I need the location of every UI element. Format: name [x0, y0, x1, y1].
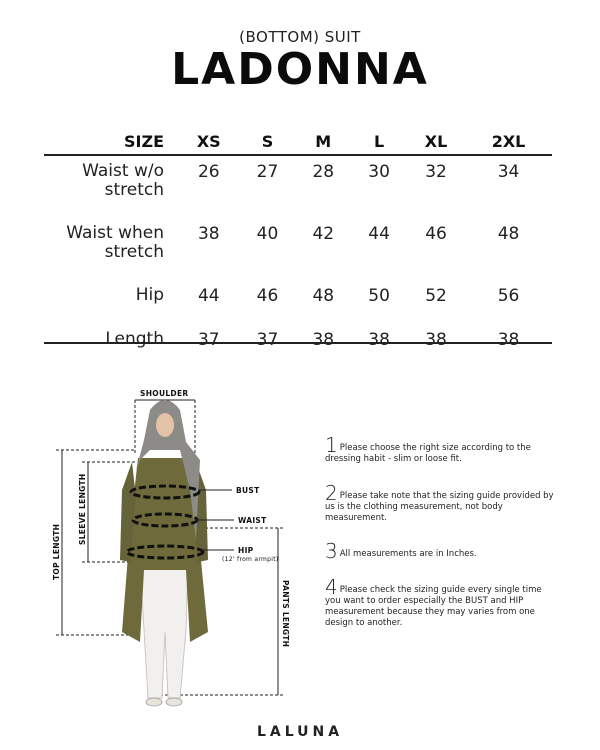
note-text: Please choose the right size according to the dressing habit - slim or loose fit.: [325, 443, 531, 464]
table-cell: 46: [256, 286, 279, 306]
table-cell: 38: [497, 330, 520, 350]
note-number: 1: [325, 433, 338, 457]
table-cell: 40: [256, 224, 279, 244]
row-label: [44, 155, 178, 218]
note-4: [325, 575, 555, 629]
pants-length-label: PANTS LENGTH: [281, 580, 290, 648]
note-text: Please check the sizing guide every single time you want to order especially the BUST and HIP measurement because they may varies from one design to another.: [325, 585, 542, 628]
row-label-line-2: stretch: [104, 180, 164, 200]
note-3: [325, 539, 555, 563]
top-length-label: TOP LENGTH: [52, 523, 61, 580]
table-cell: 42: [312, 224, 335, 244]
row-label-line-1: Waist when: [66, 223, 164, 243]
table-cell: 38: [197, 224, 220, 244]
size-m-header: M: [315, 131, 332, 151]
note-1: [325, 433, 555, 465]
table-cell: 56: [497, 286, 520, 306]
table-bottom-rule: [44, 342, 552, 344]
table-cell: 28: [312, 162, 335, 182]
table-cell: 44: [197, 286, 220, 306]
size-column-header: SIZE: [123, 131, 164, 151]
table-row-waist-stretch: [44, 218, 552, 280]
note-number: 2: [325, 481, 338, 505]
table-cell: 50: [368, 286, 390, 306]
table-row-length: [44, 324, 552, 382]
table-cell: 27: [256, 162, 279, 182]
measurement-figure: [40, 380, 300, 720]
note-text: Please take note that the sizing guide provided by us is the clothing measurement, not body measurement.: [325, 491, 554, 523]
size-header-row: [44, 128, 552, 155]
table-row-waist-no-stretch: [44, 155, 552, 218]
model-illustration: [40, 380, 300, 720]
sleeve-length-label: SLEEVE LENGTH: [78, 473, 87, 545]
size-xs-header: XS: [196, 131, 221, 151]
row-label: Hip: [135, 285, 164, 305]
note-number: 4: [325, 575, 338, 599]
table-cell: 48: [312, 286, 335, 306]
waist-label: WAIST: [238, 516, 267, 525]
size-xl-header: XL: [424, 131, 448, 151]
brand-logo: LALUNA: [256, 724, 344, 740]
row-label: Length: [105, 329, 164, 349]
note-2: [325, 481, 555, 524]
page-title: LADONNA: [171, 44, 429, 95]
table-cell: 38: [312, 330, 335, 350]
note-text: All measurements are in Inches.: [339, 549, 477, 559]
table-cell: 48: [497, 224, 520, 244]
table-cell: 26: [197, 162, 220, 182]
table-cell: 37: [197, 330, 220, 350]
hip-label: HIP: [238, 546, 254, 555]
row-label-line-1: Waist w/o: [82, 161, 164, 181]
subtitle: (BOTTOM) SUIT: [239, 28, 361, 46]
size-l-header: L: [373, 131, 385, 151]
table-cell: 38: [425, 330, 447, 350]
table-cell: 34: [497, 162, 520, 182]
table-cell: 44: [368, 224, 390, 244]
size-2xl-header: 2XL: [491, 131, 526, 151]
table-cell: 46: [425, 224, 447, 244]
table-cell: 37: [256, 330, 279, 350]
hip-note: (12' from armpit): [222, 556, 279, 563]
table-cell: 32: [425, 162, 447, 182]
note-number: 3: [325, 539, 338, 563]
row-label-line-2: stretch: [104, 242, 164, 262]
table-row-hip: [44, 280, 552, 324]
shoulder-label: SHOULDER: [140, 389, 189, 398]
size-s-header: S: [261, 131, 274, 151]
table-cell: 38: [368, 330, 390, 350]
bust-label: BUST: [236, 486, 260, 495]
table-cell: 52: [425, 286, 447, 306]
table-cell: 30: [368, 162, 390, 182]
row-label: [44, 218, 178, 280]
